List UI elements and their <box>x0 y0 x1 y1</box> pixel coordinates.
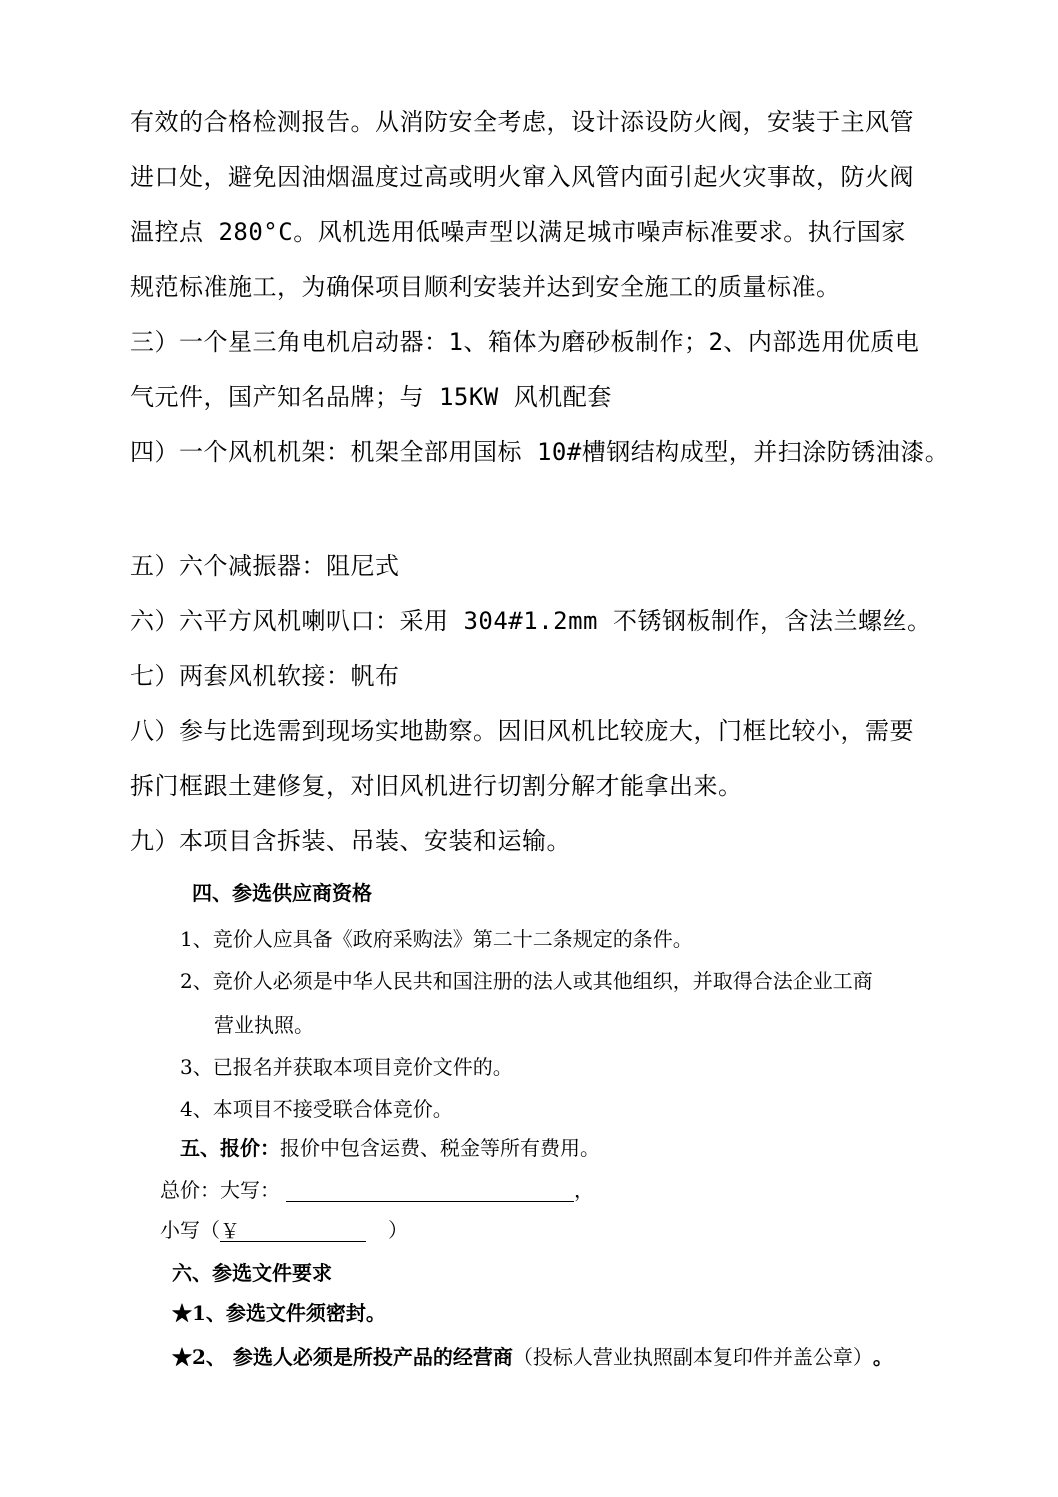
section-6-item-2-bold: ★2、 参选人必须是所投产品的经营商 <box>172 1345 513 1369</box>
small-price-close: ） <box>388 1218 408 1242</box>
body-line: 三）一个星三角电机启动器：1、箱体为磨砂板制作；2、内部选用优质电 <box>130 328 920 356</box>
body-line: 拆门框跟土建修复，对旧风机进行切割分解才能拿出来。 <box>130 772 743 800</box>
small-price-label: 小写（ <box>160 1218 220 1242</box>
body-paragraph-1 <box>130 95 950 480</box>
small-price-line <box>160 1218 408 1242</box>
body-line: 九）本项目含拆装、吊装、安装和运输。 <box>130 827 571 855</box>
section-4-heading: 四、参选供应商资格 <box>192 881 372 905</box>
body-paragraph-2 <box>130 539 940 869</box>
total-price-line <box>160 1178 594 1202</box>
body-line: 气元件，国产知名品牌；与 15KW 风机配套 <box>130 383 612 411</box>
section-6-item-2 <box>172 1345 893 1369</box>
total-price-suffix: ， <box>574 1178 594 1202</box>
section-4-item-4: 4、本项目不接受联合体竞价。 <box>180 1097 453 1121</box>
section-5-heading: 五、报价： <box>180 1136 280 1160</box>
body-line: 五）六个减振器：阻尼式 <box>130 552 400 580</box>
section-6-item-1: ★1、参选文件须密封。 <box>172 1301 386 1325</box>
section-5-line <box>180 1136 600 1160</box>
section-4-item-2-line-1: 2、竞价人必须是中华人民共和国注册的法人或其他组织，并取得合法企业工商 <box>180 969 873 993</box>
section-4-item-2-line-2: 营业执照。 <box>214 1013 314 1037</box>
currency-symbol: ￥ <box>220 1219 240 1243</box>
body-line: 有效的合格检测报告。从消防安全考虑，设计添设防火阀，安装于主风管 <box>130 108 914 136</box>
section-6-heading: 六、参选文件要求 <box>172 1261 332 1285</box>
body-line: 八）参与比选需到现场实地勘察。因旧风机比较庞大，门框比较小，需要 <box>130 717 914 745</box>
small-price-blank <box>220 1219 366 1242</box>
total-price-label: 总价：大写： <box>160 1178 280 1202</box>
section-6-item-2-end: 。 <box>872 1345 893 1369</box>
section-4-item-3: 3、已报名并获取本项目竞价文件的。 <box>180 1055 513 1079</box>
total-price-blank <box>286 1179 574 1202</box>
body-line: 四）一个风机机架：机架全部用国标 10#槽钢结构成型，并扫涂防锈油漆。 <box>130 438 950 466</box>
section-5-text: 报价中包含运费、税金等所有费用。 <box>280 1136 600 1160</box>
body-line: 六）六平方风机喇叭口：采用 304#1.2mm 不锈钢板制作，含法兰螺丝。 <box>130 607 932 635</box>
section-6-item-2-normal: （投标人营业执照副本复印件并盖公章） <box>512 1345 863 1369</box>
body-line: 进口处，避免因油烟温度过高或明火窜入风管内面引起火灾事故，防火阀 <box>130 163 914 191</box>
body-line: 温控点 280°C。风机选用低噪声型以满足城市噪声标准要求。执行国家 <box>130 218 906 246</box>
body-line: 七）两套风机软接：帆布 <box>130 662 400 690</box>
section-4-item-1: 1、竞价人应具备《政府采购法》第二十二条规定的条件。 <box>180 927 693 951</box>
body-line: 规范标准施工，为确保项目顺利安装并达到安全施工的质量标准。 <box>130 273 841 301</box>
